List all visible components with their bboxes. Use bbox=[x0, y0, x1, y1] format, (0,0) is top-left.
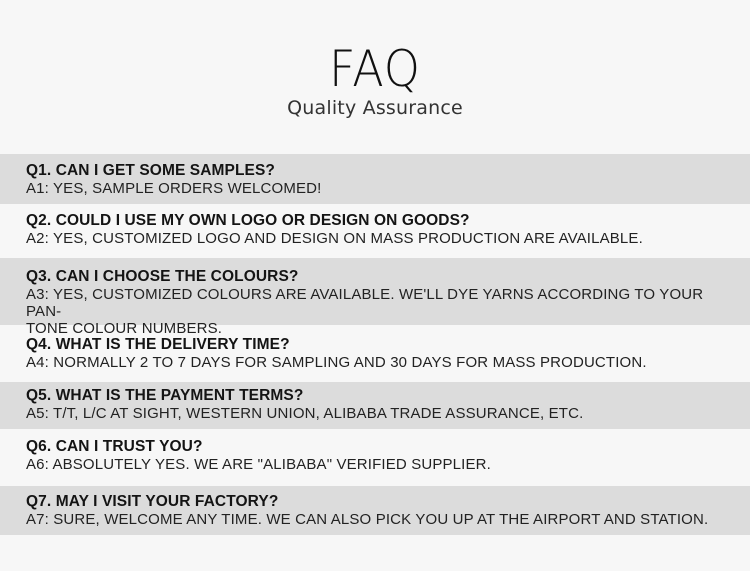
faq-list bbox=[0, 154, 750, 535]
faq-item bbox=[0, 382, 750, 429]
faq-answer: A2: YES, CUSTOMIZED LOGO AND DESIGN ON MASS PRODUCTION ARE AVAILABLE. bbox=[26, 230, 643, 247]
faq-answer: A1: YES, SAMPLE ORDERS WELCOMED! bbox=[26, 180, 322, 197]
faq-question: Q4. WHAT IS THE DELIVERY TIME? bbox=[26, 336, 290, 353]
faq-answer: A4: NORMALLY 2 TO 7 DAYS FOR SAMPLING AND 30 DAYS FOR MASS PRODUCTION. bbox=[26, 354, 647, 371]
faq-item bbox=[0, 204, 750, 258]
faq-answer: A5: T/T, L/C AT SIGHT, WESTERN UNION, ALIBABA TRADE ASSURANCE, ETC. bbox=[26, 405, 584, 422]
faq-header bbox=[0, 0, 750, 154]
faq-item bbox=[0, 154, 750, 204]
faq-question: Q6. CAN I TRUST YOU? bbox=[26, 438, 203, 455]
faq-item bbox=[0, 486, 750, 535]
page-subtitle: Quality Assurance bbox=[287, 97, 463, 119]
faq-item bbox=[0, 258, 750, 337]
faq-question: Q5. WHAT IS THE PAYMENT TERMS? bbox=[26, 387, 304, 404]
faq-answer: A3: YES, CUSTOMIZED COLOURS ARE AVAILABLE. WE'LL DYE YARNS ACCORDING TO YOUR PAN- bbox=[26, 286, 704, 320]
faq-question: Q3. CAN I CHOOSE THE COLOURS? bbox=[26, 268, 299, 285]
faq-item bbox=[0, 429, 750, 486]
faq-question: Q2. COULD I USE MY OWN LOGO OR DESIGN ON GOODS? bbox=[26, 212, 470, 229]
faq-answer: A7: SURE, WELCOME ANY TIME. WE CAN ALSO PICK YOU UP AT THE AIRPORT AND STATION. bbox=[26, 511, 709, 528]
faq-question: Q7. MAY I VISIT YOUR FACTORY? bbox=[26, 493, 279, 510]
page-title: FAQ bbox=[329, 40, 421, 98]
faq-answer-continued: TONE COLOUR NUMBERS. bbox=[26, 320, 223, 337]
faq-question: Q1. CAN I GET SOME SAMPLES? bbox=[26, 162, 276, 179]
faq-answer: A6: ABSOLUTELY YES. WE ARE "ALIBABA" VERIFIED SUPPLIER. bbox=[26, 456, 491, 473]
